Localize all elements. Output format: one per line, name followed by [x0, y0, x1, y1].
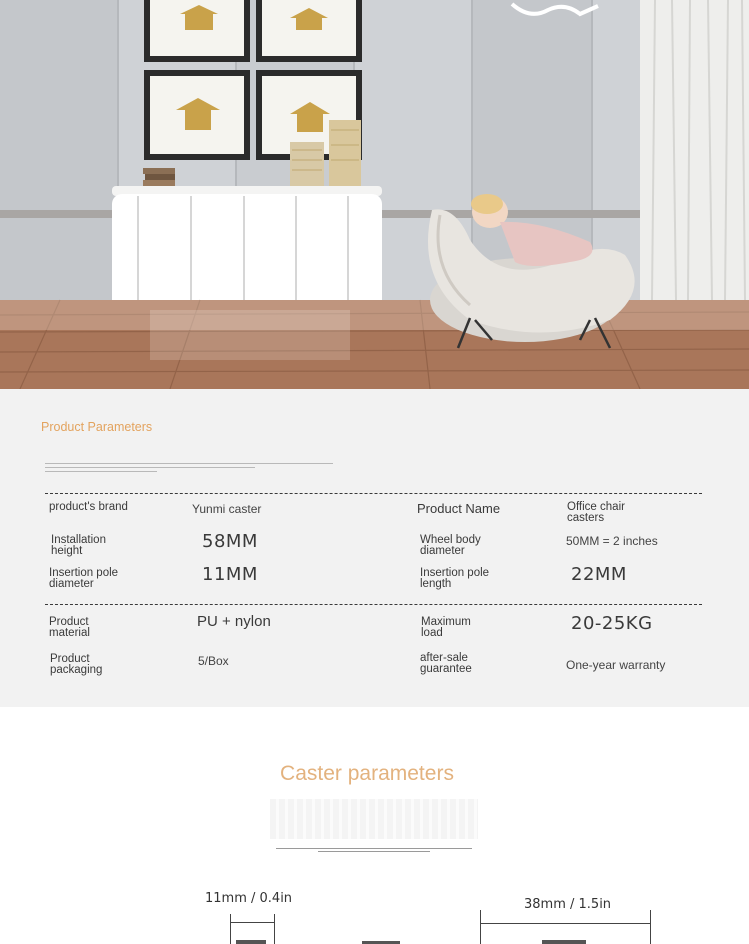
- label-brand: product's brand: [49, 501, 128, 513]
- caster-parameters-section: [0, 707, 749, 944]
- dimension-right-tick-b: [650, 910, 651, 944]
- label-material: Product material: [49, 616, 90, 639]
- dimension-right-label: 38mm / 1.5in: [524, 897, 612, 912]
- caster-drawing-top: [236, 940, 266, 944]
- value-installation-height: 58MM: [202, 531, 258, 552]
- value-brand: Yunmi caster: [192, 502, 262, 516]
- dimension-right-tick-a: [480, 910, 481, 944]
- dimension-left-tick-a: [230, 914, 231, 944]
- value-wheel-diameter: 50MM = 2 inches: [566, 534, 658, 548]
- caster-drawing-right: [542, 940, 586, 944]
- params-title: Product Parameters: [41, 420, 153, 434]
- label-product-name: Product Name: [417, 501, 501, 516]
- dimension-left-line: [230, 922, 274, 923]
- label-wheel-diameter: Wheel body diameter: [420, 534, 481, 557]
- fine-print: [45, 460, 335, 480]
- faded-caption-graphic: [270, 799, 478, 839]
- label-pole-length: Insertion pole length: [420, 567, 490, 590]
- divider-top: [45, 493, 702, 494]
- label-installation-height: Installation height: [51, 534, 106, 557]
- value-pole-diameter: 11MM: [202, 564, 258, 585]
- label-max-load: Maximum load: [421, 616, 471, 639]
- caster-title: Caster parameters: [280, 762, 454, 785]
- value-material: PU + nylon: [197, 613, 271, 630]
- dimension-left-tick-b: [274, 914, 275, 944]
- hero-image: [0, 0, 749, 389]
- living-room-scene: [0, 0, 749, 389]
- dimension-right-line: [480, 923, 650, 924]
- value-after-sale: One-year warranty: [566, 658, 666, 672]
- divider-middle: [45, 604, 702, 605]
- dimension-left-label: 11mm / 0.4in: [205, 891, 293, 906]
- label-pole-diameter: Insertion pole diameter: [49, 567, 119, 590]
- label-packaging: Product packaging: [50, 653, 103, 676]
- caster-fine-print: [276, 846, 472, 854]
- product-parameters-panel: [0, 389, 749, 707]
- value-pole-length: 22MM: [571, 564, 627, 585]
- value-packaging: 5/Box: [198, 654, 229, 668]
- value-product-name: Office chair casters: [567, 501, 625, 524]
- label-after-sale: after-sale guarantee: [420, 652, 472, 675]
- value-max-load: 20-25KG: [571, 613, 653, 634]
